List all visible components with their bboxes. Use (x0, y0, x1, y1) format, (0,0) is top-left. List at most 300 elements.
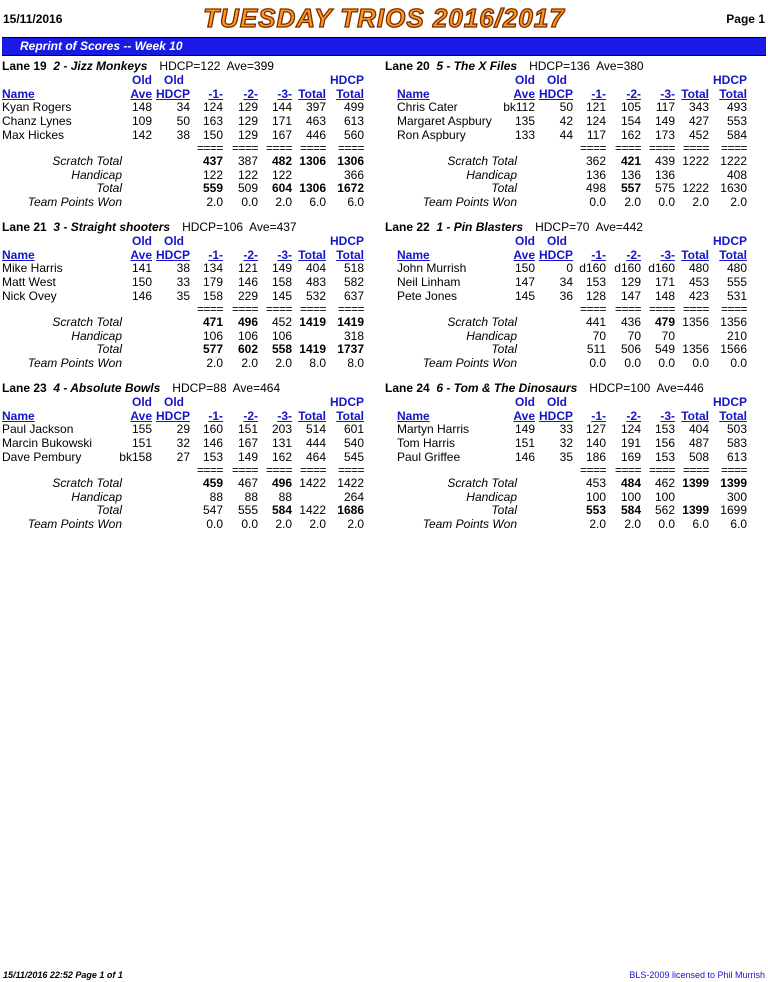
summary-total-g1: 577 (202, 342, 223, 356)
summary-scratch-htotal: 1422 (337, 476, 364, 490)
player-name: Mike Harris (2, 261, 63, 275)
summary-scratch-htotal: 1399 (720, 476, 747, 490)
col-g2: -2- (626, 87, 641, 101)
player-htotal: 613 (343, 114, 364, 128)
summary-scratch-g2: 484 (620, 476, 641, 490)
summary-total-htotal: 1699 (720, 503, 747, 517)
summary-handicap-htotal: 300 (726, 490, 747, 504)
summary-points-g1: 0.0 (589, 195, 606, 209)
player-g2: 162 (620, 128, 641, 142)
separator: ==== (265, 463, 292, 477)
summary-points-htotal: 8.0 (347, 356, 364, 370)
col-ave: Ave (130, 248, 152, 262)
col-hdcp: HDCP (538, 87, 573, 101)
player-ave: 146 (131, 289, 152, 303)
player-g2: 191 (620, 436, 641, 450)
footer-timestamp: 15/11/2016 22:52 Page 1 of 1 (3, 970, 123, 980)
player-name: John Murrish (397, 261, 467, 275)
summary-total-htotal: 1737 (337, 342, 364, 356)
team-info: HDCP=122 Ave=399 (159, 59, 274, 73)
team-info: HDCP=70 Ave=442 (535, 220, 643, 234)
player-g3: 149 (271, 261, 292, 275)
summary-total-total: 1419 (299, 342, 326, 356)
player-hdcp: 35 (559, 450, 573, 464)
summary-handicap-htotal: 408 (726, 168, 747, 182)
summary-total-g2: 584 (620, 503, 641, 517)
summary-points-g1: 2.0 (206, 356, 223, 370)
summary-scratch-g1: 362 (585, 154, 606, 168)
col-total: Total (681, 248, 709, 262)
summary-label-points: Team Points Won (422, 195, 517, 209)
summary-label-scratch: Scratch Total (52, 315, 122, 329)
team-name: 4 - Absolute Bowls (53, 381, 161, 395)
team-name: 3 - Straight shooters (53, 220, 171, 234)
player-htotal: 584 (726, 128, 747, 142)
col-total: Total (298, 409, 326, 423)
footer-license: BLS-2009 licensed to Phil Murrish (629, 970, 765, 980)
summary-scratch-g3: 452 (271, 315, 292, 329)
summary-total-total: 1306 (299, 181, 326, 195)
col-g1: -1- (591, 87, 606, 101)
player-g3: 144 (271, 100, 292, 114)
col-ave: Ave (513, 409, 535, 423)
player-hdcp: 50 (559, 100, 573, 114)
summary-scratch-g1: 437 (202, 154, 223, 168)
player-total: 446 (305, 128, 326, 142)
col-total: Total (681, 87, 709, 101)
player-ave: 146 (514, 450, 535, 464)
summary-label-scratch: Scratch Total (447, 154, 517, 168)
col-old-ave-top: Old (132, 234, 152, 248)
summary-points-g1: 0.0 (589, 356, 606, 370)
col-g2: -2- (243, 248, 258, 262)
player-g2: 154 (620, 114, 641, 128)
player-name: Neil Linham (397, 275, 461, 289)
team-name: 6 - Tom & The Dinosaurs (436, 381, 578, 395)
summary-handicap-g2: 106 (237, 329, 258, 343)
player-ave: 142 (131, 128, 152, 142)
summary-scratch-total: 1222 (682, 154, 709, 168)
summary-points-total: 6.0 (309, 195, 326, 209)
summary-total-htotal: 1566 (720, 342, 747, 356)
summary-points-total: 0.0 (692, 356, 709, 370)
summary-label-handicap: Handicap (466, 490, 517, 504)
player-total: 453 (688, 275, 709, 289)
player-ave: 141 (131, 261, 152, 275)
separator: ==== (579, 463, 606, 477)
separator: ==== (682, 302, 709, 316)
player-g3: 149 (654, 114, 675, 128)
player-g3: 171 (654, 275, 675, 289)
summary-scratch-g2: 496 (237, 315, 258, 329)
player-hdcp: 35 (176, 289, 190, 303)
player-g3: 148 (654, 289, 675, 303)
player-g2: 129 (620, 275, 641, 289)
lane-block (385, 59, 768, 219)
summary-label-total: Total (96, 342, 122, 356)
player-hdcp: 0 (566, 261, 573, 275)
player-total: 483 (305, 275, 326, 289)
banner-text: Reprint of Scores -- Week 10 (20, 39, 183, 53)
player-total: 480 (688, 261, 709, 275)
player-hdcp: 32 (559, 436, 573, 450)
player-total: 463 (305, 114, 326, 128)
summary-points-htotal: 6.0 (730, 517, 747, 531)
lane-title (2, 59, 274, 73)
player-g1: 150 (202, 128, 223, 142)
summary-label-total: Total (96, 181, 122, 195)
summary-total-g3: 558 (271, 342, 292, 356)
summary-points-htotal: 2.0 (347, 517, 364, 531)
player-g1: 127 (585, 422, 606, 436)
player-name: Matt West (2, 275, 56, 289)
player-hdcp: 32 (176, 436, 190, 450)
player-name: Dave Pembury (2, 450, 82, 464)
summary-handicap-g2: 136 (620, 168, 641, 182)
summary-handicap-g3: 100 (654, 490, 675, 504)
player-g1: 128 (585, 289, 606, 303)
summary-total-total: 1222 (682, 181, 709, 195)
separator: ==== (614, 302, 641, 316)
col-total: Total (681, 409, 709, 423)
player-g1: 153 (202, 450, 223, 464)
player-g2: 105 (620, 100, 641, 114)
col-ave: Ave (513, 248, 535, 262)
summary-total-g2: 509 (237, 181, 258, 195)
summary-points-g3: 2.0 (275, 356, 292, 370)
team-info: HDCP=106 Ave=437 (182, 220, 297, 234)
col-old-hdcp-top: Old (164, 395, 184, 409)
report-header (0, 0, 768, 36)
player-htotal: 518 (343, 261, 364, 275)
player-g1: 163 (202, 114, 223, 128)
summary-handicap-g2: 70 (627, 329, 641, 343)
col-htotal: Total (719, 248, 747, 262)
player-g1: 140 (585, 436, 606, 450)
summary-label-points: Team Points Won (422, 356, 517, 370)
player-total: 514 (305, 422, 326, 436)
separator: ==== (231, 302, 258, 316)
player-hdcp: 29 (176, 422, 190, 436)
separator: ==== (579, 141, 606, 155)
separator: ==== (265, 302, 292, 316)
summary-points-g3: 2.0 (275, 517, 292, 531)
player-name: Ron Aspbury (397, 128, 466, 142)
summary-scratch-g1: 453 (585, 476, 606, 490)
col-g3: -3- (660, 87, 675, 101)
summary-total-g3: 575 (654, 181, 675, 195)
team-info: HDCP=136 Ave=380 (529, 59, 644, 73)
player-g3: 173 (654, 128, 675, 142)
banner (2, 37, 766, 56)
player-g3: 203 (271, 422, 292, 436)
report-title: TUESDAY TRIOS 2016/2017 (203, 3, 565, 33)
summary-total-htotal: 1686 (337, 503, 364, 517)
col-htotal: Total (719, 87, 747, 101)
separator: ==== (720, 141, 747, 155)
summary-points-total: 2.0 (692, 195, 709, 209)
col-hdcp: HDCP (538, 248, 573, 262)
summary-total-g1: 559 (202, 181, 223, 195)
summary-points-total: 2.0 (309, 517, 326, 531)
col-g3: -3- (660, 409, 675, 423)
player-htotal: 555 (726, 275, 747, 289)
player-g1: 134 (202, 261, 223, 275)
player-g3: 171 (271, 114, 292, 128)
summary-label-scratch: Scratch Total (447, 315, 517, 329)
player-g2: 121 (237, 261, 258, 275)
col-g2: -2- (626, 248, 641, 262)
summary-points-g3: 0.0 (658, 517, 675, 531)
player-g1: 153 (585, 275, 606, 289)
player-htotal: 545 (343, 450, 364, 464)
col-hdcp: HDCP (155, 409, 190, 423)
player-ave: 145 (514, 289, 535, 303)
col-old-ave-top: Old (132, 395, 152, 409)
summary-points-g2: 0.0 (241, 517, 258, 531)
player-ave: 151 (131, 436, 152, 450)
col-g3: -3- (277, 87, 292, 101)
summary-handicap-g1: 70 (592, 329, 606, 343)
player-htotal: 531 (726, 289, 747, 303)
separator: ==== (614, 141, 641, 155)
player-htotal: 582 (343, 275, 364, 289)
player-name: Max Hickes (2, 128, 65, 142)
separator: ==== (648, 141, 675, 155)
player-total: 427 (688, 114, 709, 128)
lane-title (2, 381, 280, 395)
player-g1: 146 (202, 436, 223, 450)
lane-number: Lane 21 (2, 220, 47, 234)
col-hdcp-total-top: HDCP (712, 73, 747, 87)
player-ave: 151 (514, 436, 535, 450)
player-g3: 153 (654, 450, 675, 464)
summary-label-points: Team Points Won (422, 517, 517, 531)
summary-total-g3: 562 (654, 503, 675, 517)
player-ave: 147 (514, 275, 535, 289)
summary-handicap-g3: 70 (661, 329, 675, 343)
player-g2: d160 (614, 261, 641, 275)
col-old-hdcp-top: Old (547, 234, 567, 248)
player-hdcp: 50 (176, 114, 190, 128)
summary-scratch-g1: 459 (202, 476, 223, 490)
col-g1: -1- (208, 409, 223, 423)
separator: ==== (299, 141, 326, 155)
summary-scratch-htotal: 1222 (720, 154, 747, 168)
player-ave: bk158 (119, 450, 152, 464)
summary-scratch-g1: 441 (585, 315, 606, 329)
summary-points-g2: 2.0 (624, 195, 641, 209)
player-hdcp: 34 (559, 275, 573, 289)
player-name: Paul Jackson (2, 422, 74, 436)
summary-total-total: 1399 (682, 503, 709, 517)
col-hdcp: HDCP (155, 87, 190, 101)
separator: ==== (337, 302, 364, 316)
col-htotal: Total (336, 248, 364, 262)
summary-total-g1: 511 (586, 342, 606, 356)
player-g3: 153 (654, 422, 675, 436)
player-total: 508 (688, 450, 709, 464)
col-g3: -3- (277, 409, 292, 423)
summary-label-total: Total (491, 503, 517, 517)
lane-number: Lane 22 (385, 220, 430, 234)
summary-total-g3: 549 (654, 342, 675, 356)
summary-total-g2: 555 (237, 503, 258, 517)
summary-handicap-g2: 122 (237, 168, 258, 182)
lane-block (2, 381, 386, 541)
col-g3: -3- (277, 248, 292, 262)
summary-label-handicap: Handicap (466, 329, 517, 343)
player-total: 444 (305, 436, 326, 450)
player-g1: 117 (586, 128, 606, 142)
player-g2: 147 (620, 289, 641, 303)
separator: ==== (648, 463, 675, 477)
col-hdcp: HDCP (155, 248, 190, 262)
player-total: 404 (688, 422, 709, 436)
col-hdcp: HDCP (538, 409, 573, 423)
player-name: Chanz Lynes (2, 114, 72, 128)
player-ave: 150 (131, 275, 152, 289)
summary-scratch-g2: 421 (620, 154, 641, 168)
col-htotal: Total (719, 409, 747, 423)
col-old-hdcp-top: Old (164, 73, 184, 87)
summary-total-htotal: 1630 (720, 181, 747, 195)
summary-handicap-g3: 88 (278, 490, 292, 504)
col-g2: -2- (243, 409, 258, 423)
summary-scratch-g2: 387 (237, 154, 258, 168)
separator: ==== (299, 302, 326, 316)
player-g2: 229 (237, 289, 258, 303)
summary-scratch-htotal: 1356 (720, 315, 747, 329)
summary-points-htotal: 6.0 (347, 195, 364, 209)
summary-total-g3: 604 (271, 181, 292, 195)
player-hdcp: 27 (176, 450, 190, 464)
page-number: Page 1 (726, 12, 765, 26)
col-old-hdcp-top: Old (164, 234, 184, 248)
summary-handicap-g1: 136 (585, 168, 606, 182)
player-g1: 158 (202, 289, 223, 303)
col-name: Name (397, 409, 430, 423)
player-ave: 133 (514, 128, 535, 142)
player-htotal: 583 (726, 436, 747, 450)
player-g3: 167 (271, 128, 292, 142)
col-old-ave-top: Old (515, 234, 535, 248)
player-name: Martyn Harris (397, 422, 470, 436)
player-hdcp: 38 (176, 261, 190, 275)
summary-points-htotal: 0.0 (730, 356, 747, 370)
summary-total-total: 1356 (682, 342, 709, 356)
summary-total-g1: 498 (585, 181, 606, 195)
summary-scratch-g3: 479 (654, 315, 675, 329)
summary-points-g3: 0.0 (658, 195, 675, 209)
lane-number: Lane 20 (385, 59, 430, 73)
summary-scratch-g3: 496 (271, 476, 292, 490)
col-g2: -2- (626, 409, 641, 423)
summary-label-handicap: Handicap (71, 168, 122, 182)
player-total: 397 (305, 100, 326, 114)
col-total: Total (298, 248, 326, 262)
player-total: 452 (688, 128, 709, 142)
player-g3: 162 (271, 450, 292, 464)
separator: ==== (682, 463, 709, 477)
summary-total-g2: 557 (620, 181, 641, 195)
player-total: 343 (688, 100, 709, 114)
summary-scratch-total: 1422 (299, 476, 326, 490)
summary-points-g1: 2.0 (589, 517, 606, 531)
player-htotal: 499 (343, 100, 364, 114)
player-htotal: 637 (343, 289, 364, 303)
col-old-hdcp-top: Old (547, 73, 567, 87)
summary-total-g1: 553 (585, 503, 606, 517)
col-ave: Ave (130, 87, 152, 101)
player-g3: 145 (271, 289, 292, 303)
separator: ==== (682, 141, 709, 155)
separator: ==== (337, 463, 364, 477)
separator: ==== (720, 302, 747, 316)
player-hdcp: 44 (559, 128, 573, 142)
player-g2: 149 (237, 450, 258, 464)
team-name: 5 - The X Files (436, 59, 518, 73)
summary-points-htotal: 2.0 (730, 195, 747, 209)
col-name: Name (2, 248, 35, 262)
summary-scratch-g1: 471 (202, 315, 223, 329)
player-name: Pete Jones (397, 289, 458, 303)
summary-handicap-g1: 88 (209, 490, 223, 504)
summary-handicap-g1: 106 (202, 329, 223, 343)
player-htotal: 493 (726, 100, 747, 114)
player-g1: 160 (202, 422, 223, 436)
summary-label-handicap: Handicap (466, 168, 517, 182)
summary-total-g2: 506 (620, 342, 641, 356)
summary-total-total: 1422 (299, 503, 326, 517)
team-name: 1 - Pin Blasters (436, 220, 524, 234)
lane-block (2, 59, 386, 219)
summary-handicap-htotal: 366 (343, 168, 364, 182)
col-name: Name (2, 87, 35, 101)
col-ave: Ave (513, 87, 535, 101)
lane-title (385, 220, 643, 234)
player-name: Margaret Aspbury (397, 114, 492, 128)
player-ave: 109 (131, 114, 152, 128)
col-name: Name (397, 87, 430, 101)
summary-scratch-total: 1419 (299, 315, 326, 329)
summary-scratch-g2: 467 (237, 476, 258, 490)
summary-points-g2: 0.0 (624, 356, 641, 370)
player-hdcp: 33 (559, 422, 573, 436)
player-g1: 124 (585, 114, 606, 128)
separator: ==== (196, 141, 223, 155)
summary-scratch-htotal: 1419 (337, 315, 364, 329)
summary-scratch-g3: 462 (654, 476, 675, 490)
lane-title (2, 220, 297, 234)
summary-label-points: Team Points Won (27, 195, 122, 209)
player-g1: 179 (202, 275, 223, 289)
summary-handicap-g3: 136 (654, 168, 675, 182)
player-name: Tom Harris (397, 436, 456, 450)
lane-number: Lane 23 (2, 381, 47, 395)
player-g1: d160 (579, 261, 606, 275)
summary-points-g2: 0.0 (241, 195, 258, 209)
summary-scratch-total: 1356 (682, 315, 709, 329)
summary-label-points: Team Points Won (27, 356, 122, 370)
team-name: 2 - Jizz Monkeys (53, 59, 148, 73)
separator: ==== (265, 141, 292, 155)
lane-number: Lane 24 (385, 381, 430, 395)
summary-label-handicap: Handicap (71, 329, 122, 343)
separator: ==== (579, 302, 606, 316)
player-name: Chris Cater (397, 100, 458, 114)
col-g1: -1- (208, 248, 223, 262)
